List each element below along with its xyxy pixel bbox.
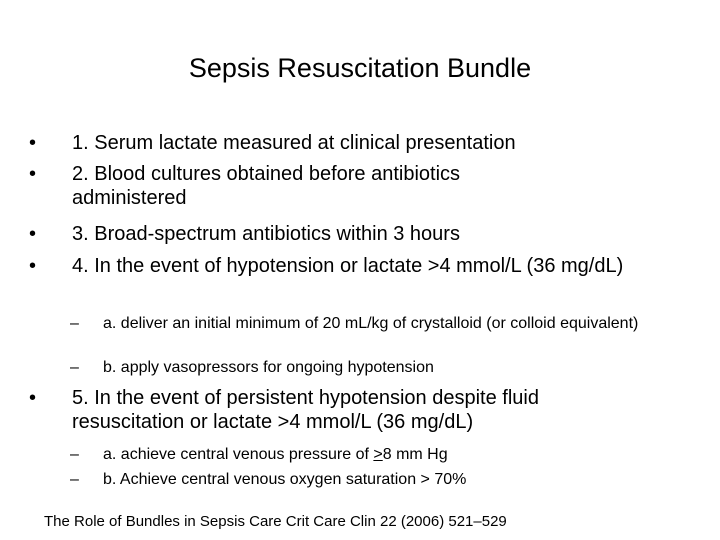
bullet-icon: • <box>29 132 37 154</box>
dash-icon: – <box>70 471 79 488</box>
bullet-item-4 <box>29 254 680 278</box>
sub-item-5a-prefix: a. achieve central venous pressure of <box>103 446 374 463</box>
bullet-item-5-text: 5. In the event of persistent hypotension despite fluid resuscitation or lactate >4 mmol/L (36 mg/dL) <box>72 387 539 433</box>
bullet-icon: • <box>29 223 37 245</box>
bullet-item-1-text: 1. Serum lactate measured at clinical presentation <box>72 132 516 154</box>
citation: The Role of Bundles in Sepsis Care Crit Care Clin 22 (2006) 521–529 <box>44 513 507 530</box>
bullet-item-3 <box>29 222 680 246</box>
sub-item-5b-text: b. Achieve central venous oxygen saturation > 70% <box>103 471 467 488</box>
sub-item-4a-text: a. deliver an initial minimum of 20 mL/kg of crystalloid (or colloid equivalent) <box>103 315 639 332</box>
dash-icon: – <box>70 446 79 463</box>
bullet-icon: • <box>29 163 37 185</box>
sub-item-4a <box>70 314 685 333</box>
sub-item-5a <box>70 445 685 464</box>
bullet-item-2-text: 2. Blood cultures obtained before antibiotics administered <box>72 163 461 209</box>
bullet-icon: • <box>29 387 37 409</box>
sub-item-5a-text <box>95 445 685 464</box>
slide-title: Sepsis Resuscitation Bundle <box>188 53 532 83</box>
bullet-item-2 <box>29 162 680 210</box>
sub-item-5a-suffix: 8 mm Hg <box>382 446 448 463</box>
bullet-item-3-text: 3. Broad-spectrum antibiotics within 3 hours <box>72 223 460 245</box>
bullet-item-4-text: 4. In the event of hypotension or lactate >4 mmol/L (36 mg/dL) <box>72 255 624 277</box>
bullet-item-5 <box>29 386 680 434</box>
sub-item-4b-text: b. apply vasopressors for ongoing hypotension <box>103 359 434 376</box>
bullet-item-1 <box>29 131 680 155</box>
dash-icon: – <box>70 315 79 332</box>
bullet-icon: • <box>29 255 37 277</box>
sub-item-5b <box>70 470 685 489</box>
sub-item-4b <box>70 358 685 377</box>
dash-icon: – <box>70 359 79 376</box>
greater-equal-symbol: > <box>373 446 383 463</box>
